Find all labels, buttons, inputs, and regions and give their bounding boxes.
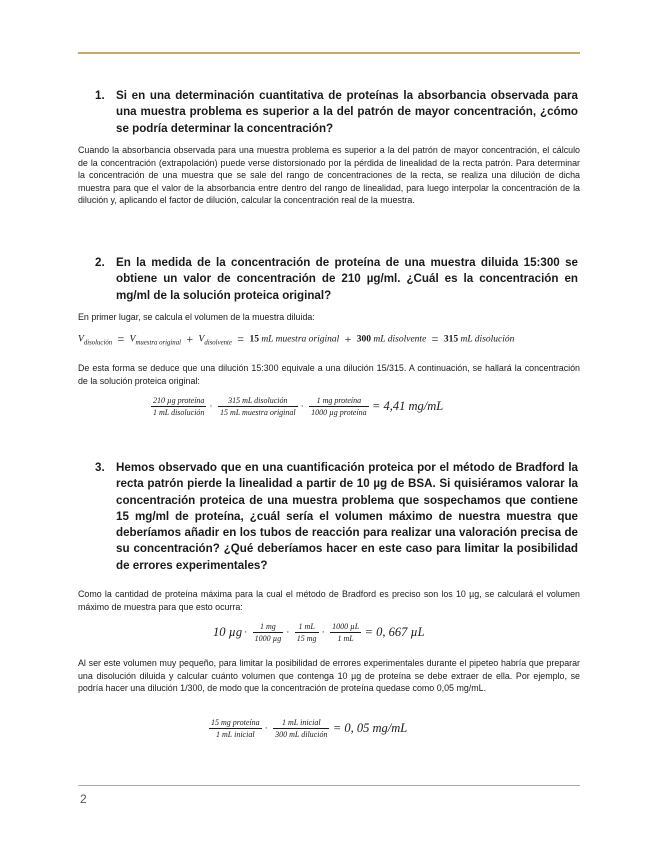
question-number: 1.	[95, 89, 105, 102]
answer-2-middle: De esta forma se deduce que una dilución 15:300 equivale a una dilución 15/315. A continuación, se hallará la concentración de la solución proteica original:	[78, 363, 580, 386]
answer-1-paragraph: Cuando la absorbancia observada para una muestra problema es superior a la del patrón de mayor concentración, el cálculo de la concentración (extrapolación) puede verse distorsionado por la pérdida de linealidad de la recta patrón. Para determinar la concentración de una muestra que se sale del rango de concentraciones de la recta, se realiza una dilución de dicha muestra para que el valor de la absorbancia entre dentro del rango de linealidad, para luego interpolar la concentración de la dilución y, aplicando el factor de dilución, calcular la concentración real de la muestra.	[78, 145, 580, 206]
answer-2-intro: En primer lugar, se calcula el volumen de la muestra diluida:	[78, 312, 315, 322]
question-1	[95, 88, 578, 137]
volume-max-equation: 10 µg · $\frac{1 mg}{\text{1000 µg}}$ · $\frac{1 mL}{15 mg}$ · $\frac{\text{1000 µL}}{1 mL}$ = 0, 667 µL	[213, 622, 425, 643]
page-number: 2	[80, 792, 87, 806]
dilution-equation: $\frac{\text{15 mg proteína}}{\text{1 mL inicial}}$ · $\frac{\text{1 mL inicial}}{\text{300 mL dilución}}$ = 0, 05 mg/mL	[211, 718, 408, 739]
question-text: Si en una determinación cuantitativa de proteínas la absorbancia observada para una muestra problema es superior a la del patrón de mayor concentración, ¿cómo se podría determinar la concentración?	[116, 89, 578, 135]
question-3	[95, 460, 578, 574]
question-number: 3.	[95, 461, 105, 474]
footer-rule	[78, 785, 580, 786]
question-2	[95, 255, 578, 304]
header-rule	[78, 52, 580, 54]
answer-3-paragraph-2: Al ser este volumen muy pequeño, para limitar la posibilidad de errores experimentales durante el pipeteo habría que preparar una disolución diluida y calcular cuánto volumen que contenga 10 µg de proteína se debe extraer de ella. Por ejemplo, se podría hacer una dilución 1/300, de modo que la concentración de proteína quedase como 0,05 mg/mL.	[78, 658, 580, 694]
question-text: Hemos observado que en una cuantificación proteica por el método de Bradford la recta patrón pierde la linealidad a partir de 10 µg de BSA. Si quisiéramos valorar la concentración proteica de una muestra problema que sospechamos que contiene 15 mg/ml de proteína, ¿cuál sería el volumen máximo de nuestra muestra que deberíamos añadir en los tubos de reacción para realizar una valoración precisa de su concentración? ¿Qué deberíamos hacer en este caso para limitar la posibilidad de errores experimentales?	[116, 461, 578, 572]
question-text: En la medida de la concentración de proteína de una muestra diluida 15:300 se obtiene un valor de concentración de 210 µg/ml. ¿Cuál es la concentración en mg/ml de la solución proteica original?	[116, 256, 578, 302]
concentration-equation: $\frac{\text{210 µg proteína}}{\text{1 mL disolución}}$ · $\frac{\text{315 mL disolución}}{\text{15 mL muestra original}}$ · $\frac{\text{1 mg proteína}}{\text{1000 µg proteína}}$ = 4,41 mg/mL	[153, 396, 444, 417]
answer-3-paragraph-1: Como la cantidad de proteína máxima para la cual el método de Bradford es preciso son los 10 µg, se calculará el volumen máximo de muestra para que esto ocurra:	[78, 589, 580, 612]
volume-equation: $V_{disolución} = V_{muestra original} + V_{disolvente} = 15$ mL muestra original + 300 mL disolvente = 315 mL disolución	[78, 332, 515, 347]
question-number: 2.	[95, 256, 105, 269]
